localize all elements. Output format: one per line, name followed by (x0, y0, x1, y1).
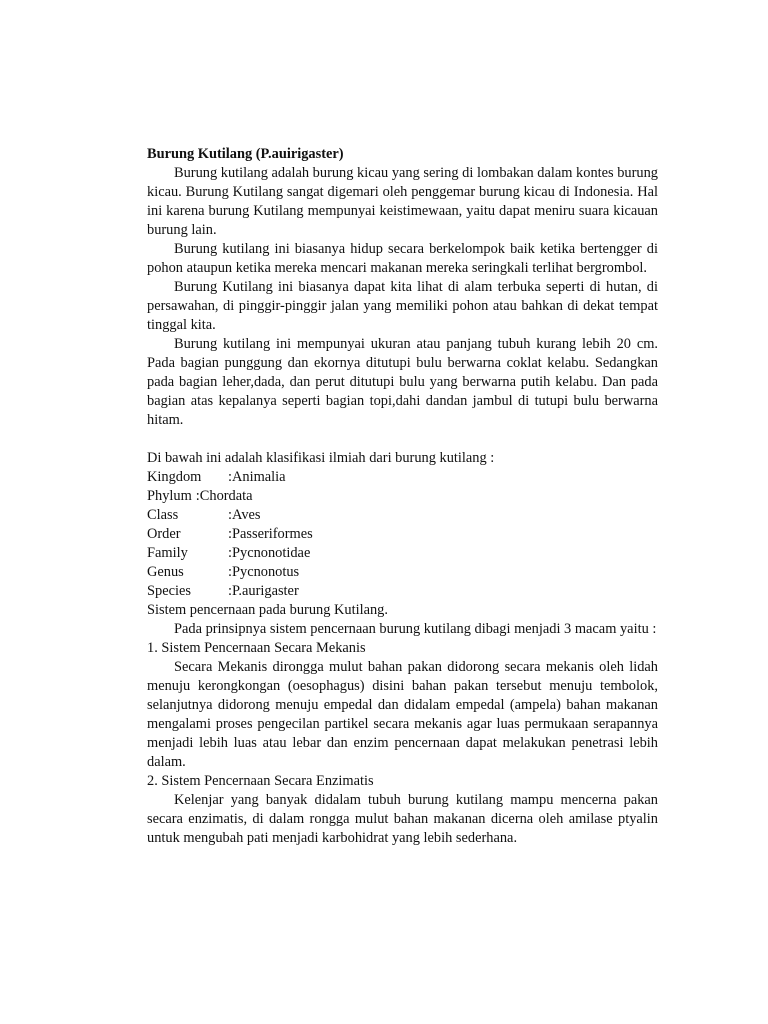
classification-value: :Aves (228, 507, 261, 523)
classification-rank: Genus (147, 564, 184, 580)
section-enzymatic-heading: 2. Sistem Pencernaan Secara Enzimatis (147, 773, 374, 789)
classification-row-family (147, 544, 658, 563)
section-enzymatic-text: Kelenjar yang banyak didalam tubuh burung kutilang mampu mencerna pakan secara enzimatis, di dalam rongga mulut bahan makanan dicerna oleh amilase ptyalin untuk mengubah pati menjadi karbohidrat yang lebih sederhana. (147, 792, 658, 846)
classification-value: :Pycnonotidae (228, 545, 311, 561)
classification-row-genus (147, 563, 658, 582)
classification-intro: Di bawah ini adalah klasifikasi ilmiah dari burung kutilang : (147, 450, 495, 466)
classification-value: :Chordata (195, 488, 253, 504)
digestion-heading: Sistem pencernaan pada burung Kutilang. (147, 602, 388, 618)
classification-value: :Animalia (228, 469, 286, 485)
classification-value: :P.aurigaster (228, 583, 299, 599)
section-mechanical-text: Secara Mekanis dirongga mulut bahan pakan didorong secara mekanis oleh lidah menuju kerongkongan (oesophagus) disini bahan pakan tersebut menuju tembolok, selanjutnya didorong menuju empedal dan didalam empedal (ampela) bahan makanan mengalami proses pengecilan partikel secara mekanis agar luas permukaan serapannya menjadi lebih luas atau lebar dan enzim pencernaan dapat melakukan penetrasi lebih dalam. (147, 659, 658, 770)
classification-row-class (147, 506, 658, 525)
blank-line (147, 430, 658, 449)
classification-rank: Class (147, 507, 179, 523)
classification-value: :Pycnonotus (228, 564, 300, 580)
classification-rank: Family (147, 545, 188, 561)
classification-row-species (147, 582, 658, 601)
classification-row-kingdom (147, 468, 658, 487)
document-page (147, 145, 658, 848)
classification-rank: Phylum (147, 488, 192, 504)
classification-list (147, 468, 658, 601)
document-title: Burung Kutilang (P.auirigaster) (147, 146, 344, 162)
habitat-location-paragraph: Burung Kutilang ini biasanya dapat kita lihat di alam terbuka seperti di hutan, di persawahan, di pinggir-pinggir jalan yang memiliki pohon atau bahkan di dekat tempat tinggal kita. (147, 279, 658, 333)
classification-rank: Order (147, 526, 181, 542)
classification-rank: Kingdom (147, 469, 202, 485)
digestion-intro: Pada prinsipnya sistem pencernaan burung kutilang dibagi menjadi 3 macam yaitu : (174, 621, 657, 637)
intro-paragraph: Burung kutilang adalah burung kicau yang sering di lombakan dalam kontes burung kicau. Burung Kutilang sangat digemari oleh penggemar burung kicau di Indonesia. Hal ini karena burung Kutilang mempunyai keistimewaan, yaitu dapat meniru suara kicauan burung lain. (147, 165, 658, 238)
appearance-paragraph: Burung kutilang ini mempunyai ukuran atau panjang tubuh kurang lebih 20 cm. Pada bagian punggung dan ekornya ditutupi bulu berwarna coklat kelabu. Sedangkan pada bagian leher,dada, dan perut ditutupi bulu yang berwarna putih kelabu. Dan pada bagian atas kepalanya seperti bagian topi,dahi dandan jambul di tutupi bulu berwarna hitam. (147, 336, 658, 428)
section-mechanical-heading: 1. Sistem Pencernaan Secara Mekanis (147, 640, 366, 656)
classification-rank: Species (147, 583, 191, 599)
classification-row-order (147, 525, 658, 544)
classification-row-phylum (147, 487, 658, 506)
classification-value: :Passeriformes (228, 526, 313, 542)
habitat-group-paragraph: Burung kutilang ini biasanya hidup secara berkelompok baik ketika bertengger di pohon ataupun ketika mereka mencari makanan mereka seringkali terlihat bergrombol. (147, 241, 658, 276)
